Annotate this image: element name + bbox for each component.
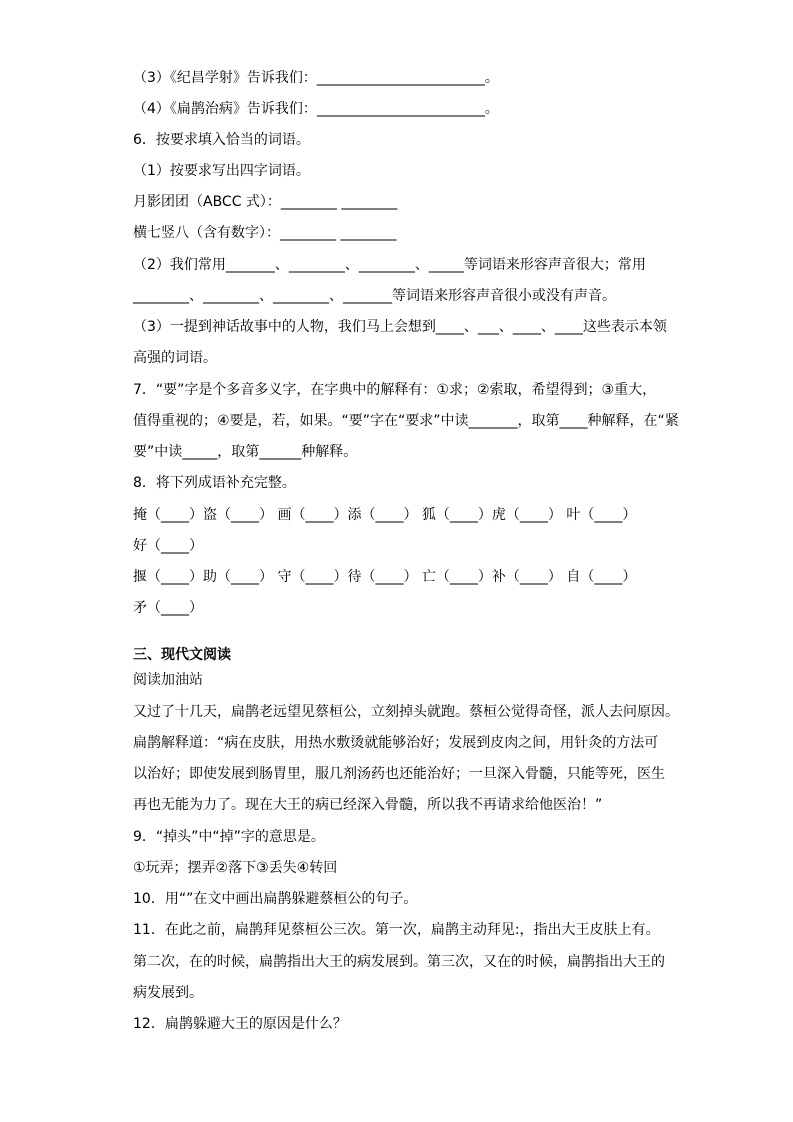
- text-line: 横七竖八（含有数字）：________ ________: [133, 225, 397, 241]
- text-line: 6．按要求填入恰当的词语。: [133, 132, 310, 148]
- text-line: 月影团团（ABCC 式）：________ ________: [133, 194, 398, 210]
- text-line: 高强的词语。: [133, 350, 217, 366]
- text-line: 又过了十几天，扁鹊老远望见蔡桓公，立刻掉头就跑。蔡桓公觉得奇怪，派人去问原因。: [133, 704, 679, 720]
- section-heading: 三、现代文阅读: [133, 647, 231, 663]
- text-line: ________、________、________、_______等词语来形容声音很小或没有声音。: [133, 288, 616, 304]
- text-line: （3）一提到神话故事中的人物，我们马上会想到____、___、____、____这些表示本领: [133, 319, 667, 335]
- text-line: 要”中读_____，取第______种解释。: [133, 444, 358, 460]
- text-line: （2）我们常用_______、________、________、_____等词语来形容声音很大；常用: [133, 257, 646, 273]
- text-line: 矛（____）: [133, 600, 203, 616]
- text-line: 值得重视的；④要是，若，如果。“要”字在“要求”中读_______，取第____种解释，在“紧: [133, 413, 679, 429]
- text-line: （4）《扁鹊治病》告诉我们：________________________。: [133, 101, 499, 117]
- text-line: 以治好；即使发展到肠胃里，服几剂汤药也还能治好；一旦深入骨髓，只能等死，医生: [133, 766, 665, 782]
- text-line: 好（____）: [133, 538, 203, 554]
- text-line: 病发展到。: [133, 985, 203, 1001]
- text-line: 8．将下列成语补充完整。: [133, 475, 296, 491]
- text-line: 第二次，在的时候，扁鹊指出大王的病发展到。第三次，又在的时候，扁鹊指出大王的: [133, 954, 665, 970]
- text-line: 11．在此之前，扁鹊拜见蔡桓公三次。第一次，扁鹊主动拜见:，指出大王皮肤上有。: [133, 922, 660, 938]
- text-line: 掩（____）盗（____） 画（____）添（____） 狐（____）虎（____） 叶（____）: [133, 507, 637, 523]
- text-line: 9．“掉头”中“掉”字的意思是。: [133, 829, 325, 845]
- text-line: 再也无能为力了。现在大王的病已经深入骨髓，所以我不再请求给他医治！”: [133, 797, 603, 813]
- text-line: （3）《纪昌学射》告诉我们：________________________。: [133, 70, 499, 86]
- text-line: 10．用“”在文中画出扁鹊躲避蔡桓公的句子。: [133, 891, 418, 907]
- text-line: ①玩弄；摆弄②落下③丢失④转回: [133, 860, 338, 876]
- text-line: 7．“要”字是个多音多义字，在字典中的解释有：①求；②索取，希望得到；③重大，: [133, 382, 657, 398]
- text-line: 揠（____）助（____） 守（____）待（____） 亡（____）补（____） 自（____）: [133, 569, 637, 585]
- text-line: 12．扁鹊躲避大王的原因是什么？: [133, 1016, 347, 1032]
- text-line: （1）按要求写出四字词语。: [133, 163, 310, 179]
- text-line: 阅读加油站: [133, 672, 203, 688]
- text-line: 扁鹊解释道：“病在皮肤，用热水敷烫就能够治好；发展到皮肉之间，用针灸的方法可: [133, 735, 659, 751]
